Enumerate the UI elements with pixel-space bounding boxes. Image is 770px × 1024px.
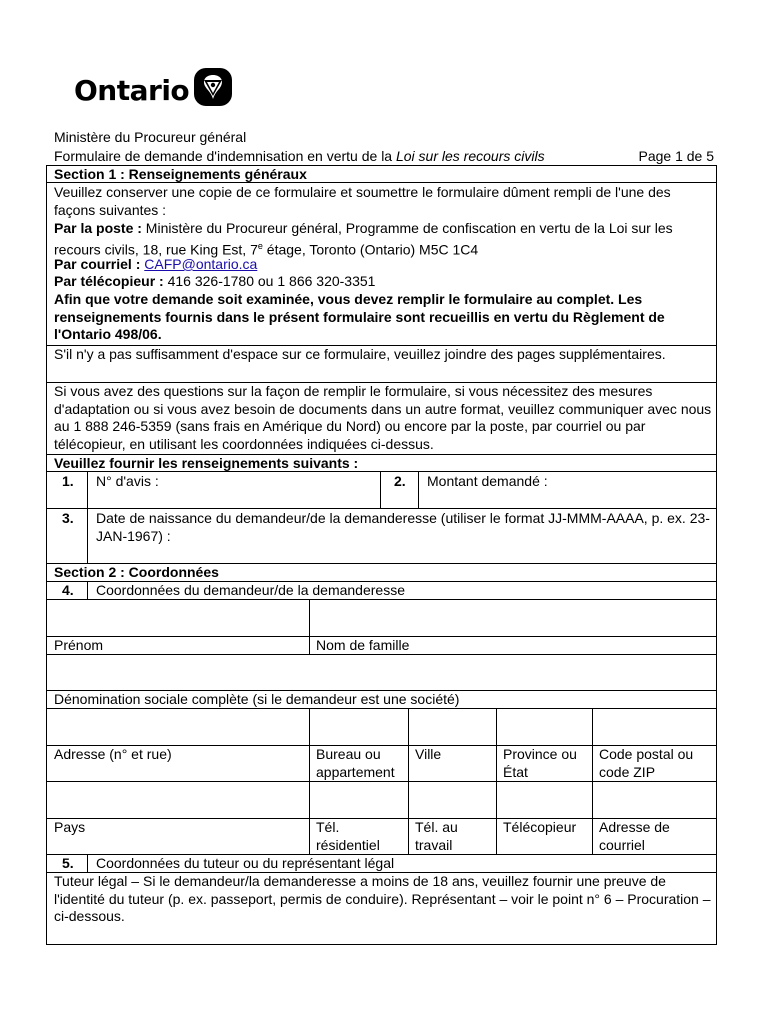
frame-left [46, 165, 47, 945]
mail-text-end: étage, Toronto (Ontario) M5C 1C4 [262, 241, 479, 258]
guardian-contact-heading: Coordonnées du tuteur ou du représentant légal [96, 855, 395, 871]
last-name-label: Nom de famille [316, 637, 410, 653]
last-name-input[interactable] [310, 600, 716, 636]
province-input[interactable] [497, 709, 592, 745]
space-note: S'il n'y a pas suffisamment d'espace sur ce formulaire, veuillez joindre des pages supplémentaires. [54, 346, 666, 362]
mail-sup: e [257, 240, 263, 251]
fax-line [54, 273, 375, 291]
company-name-label: Dénomination sociale complète (si le demandeur est une société) [54, 691, 460, 707]
email-label: Par courriel : [54, 256, 145, 272]
postal-label: Code postal ou code ZIP [599, 746, 694, 780]
first-name-input[interactable] [47, 600, 309, 636]
form-title-line [54, 148, 714, 165]
birth-date-field[interactable]: Date de naissance du demandeur/de la demanderesse (utiliser le format JJ-MMM-AAAA, p. ex. 23-JAN-1967) : [96, 510, 710, 544]
country-label: Pays [54, 819, 86, 835]
email-line [54, 256, 257, 274]
unit-label: Bureau ou appartement [316, 746, 395, 780]
email-address-label: Adresse de courriel [599, 819, 670, 853]
item-number: 5. [62, 855, 74, 871]
postal-input[interactable] [593, 709, 716, 745]
col-divider [87, 854, 88, 872]
ministry-name: Ministère du Procureur général [54, 129, 247, 145]
fax-label: Par télécopieur : [54, 273, 164, 289]
item-number: 2. [394, 473, 406, 489]
section1-title: Section 1 : Renseignements généraux [54, 166, 307, 182]
section1-intro: Veuillez conserver une copie de ce formulaire et soumettre le formulaire dûment rempli de l'une des façons suivantes : [54, 184, 671, 218]
col-divider [87, 581, 88, 599]
email-link[interactable]: CAFP@ontario.ca [144, 256, 258, 272]
work-tel-label: Tél. au travail [415, 819, 458, 853]
city-label: Ville [415, 746, 442, 762]
home-tel-label: Tél. résidentiel [316, 819, 380, 853]
fax-input[interactable] [497, 782, 592, 818]
trillium-icon [192, 66, 234, 108]
email-input[interactable] [593, 782, 716, 818]
fax-value: 416 326-1780 ou 1 866 320-3351 [163, 273, 376, 289]
bold-notice: Afin que votre demande soit examinée, vous devez remplir le formulaire au complet. Les renseignements fournis dans le présent formulaire sont recueillis en vertu du Règlement de l'Ontario 498/06. [54, 291, 665, 342]
company-name-input[interactable] [47, 655, 716, 690]
form-title: Formulaire de demande d'indemnisation en vertu de la [54, 148, 396, 164]
home-tel-input[interactable] [310, 782, 408, 818]
frame-bottom [46, 944, 717, 945]
notice-number-field[interactable]: N° d'avis : [96, 473, 159, 489]
logo-wordmark: Ontario [74, 74, 190, 107]
divider [46, 508, 717, 509]
frame-right [716, 165, 717, 945]
work-tel-input[interactable] [409, 782, 496, 818]
address-label: Adresse (n° et rue) [54, 746, 172, 762]
section2-title: Section 2 : Coordonnées [54, 564, 219, 580]
first-name-label: Prénom [54, 637, 104, 653]
amount-requested-field[interactable]: Montant demandé : [427, 473, 548, 489]
col-divider [418, 471, 419, 508]
col-divider [380, 471, 381, 508]
col-divider [87, 471, 88, 563]
mail-text: Ministère du Procureur général, Programme de confiscation en vertu de la Loi sur les recours civils, 18, rue King Est, 7 [54, 220, 673, 258]
page-number: Page 1 de 5 [638, 148, 714, 164]
guardian-note: Tuteur légal – Si le demandeur/la demanderesse a moins de 18 ans, veuillez fournir une preuve de l'identité du tuteur (p. ex. passeport, permis de conduire). Représentant – voir le point n° 6 – Procuration – ci-dessous. [54, 873, 711, 924]
city-input[interactable] [409, 709, 496, 745]
item-number: 4. [62, 582, 74, 598]
fax-label: Télécopieur [503, 819, 577, 835]
province-label: Province ou État [503, 746, 577, 780]
item-number: 3. [62, 510, 74, 526]
provide-heading: Veuillez fournir les renseignements suivants : [54, 455, 359, 471]
unit-input[interactable] [310, 709, 408, 745]
mail-label: Par la poste : [54, 220, 142, 236]
questions-note: Si vous avez des questions sur la façon de remplir le formulaire, si vous nécessitez des mesures d'adaptation ou si vous avez besoin de documents dans un autre format, veuillez communiquer avec nous au 1 888 246-5359 (sans frais en Amérique du Nord) ou encore par la poste, par courriel ou par télécopieur, en utilisant les coordonnées indiquées ci-dessus. [54, 383, 712, 452]
country-input[interactable] [47, 782, 309, 818]
form-title-law: Loi sur les recours civils [395, 148, 545, 164]
mail-address [54, 220, 714, 259]
applicant-contact-heading: Coordonnées du demandeur/de la demanderesse [96, 582, 405, 598]
address-input[interactable] [47, 709, 309, 745]
item-number: 1. [62, 473, 74, 489]
